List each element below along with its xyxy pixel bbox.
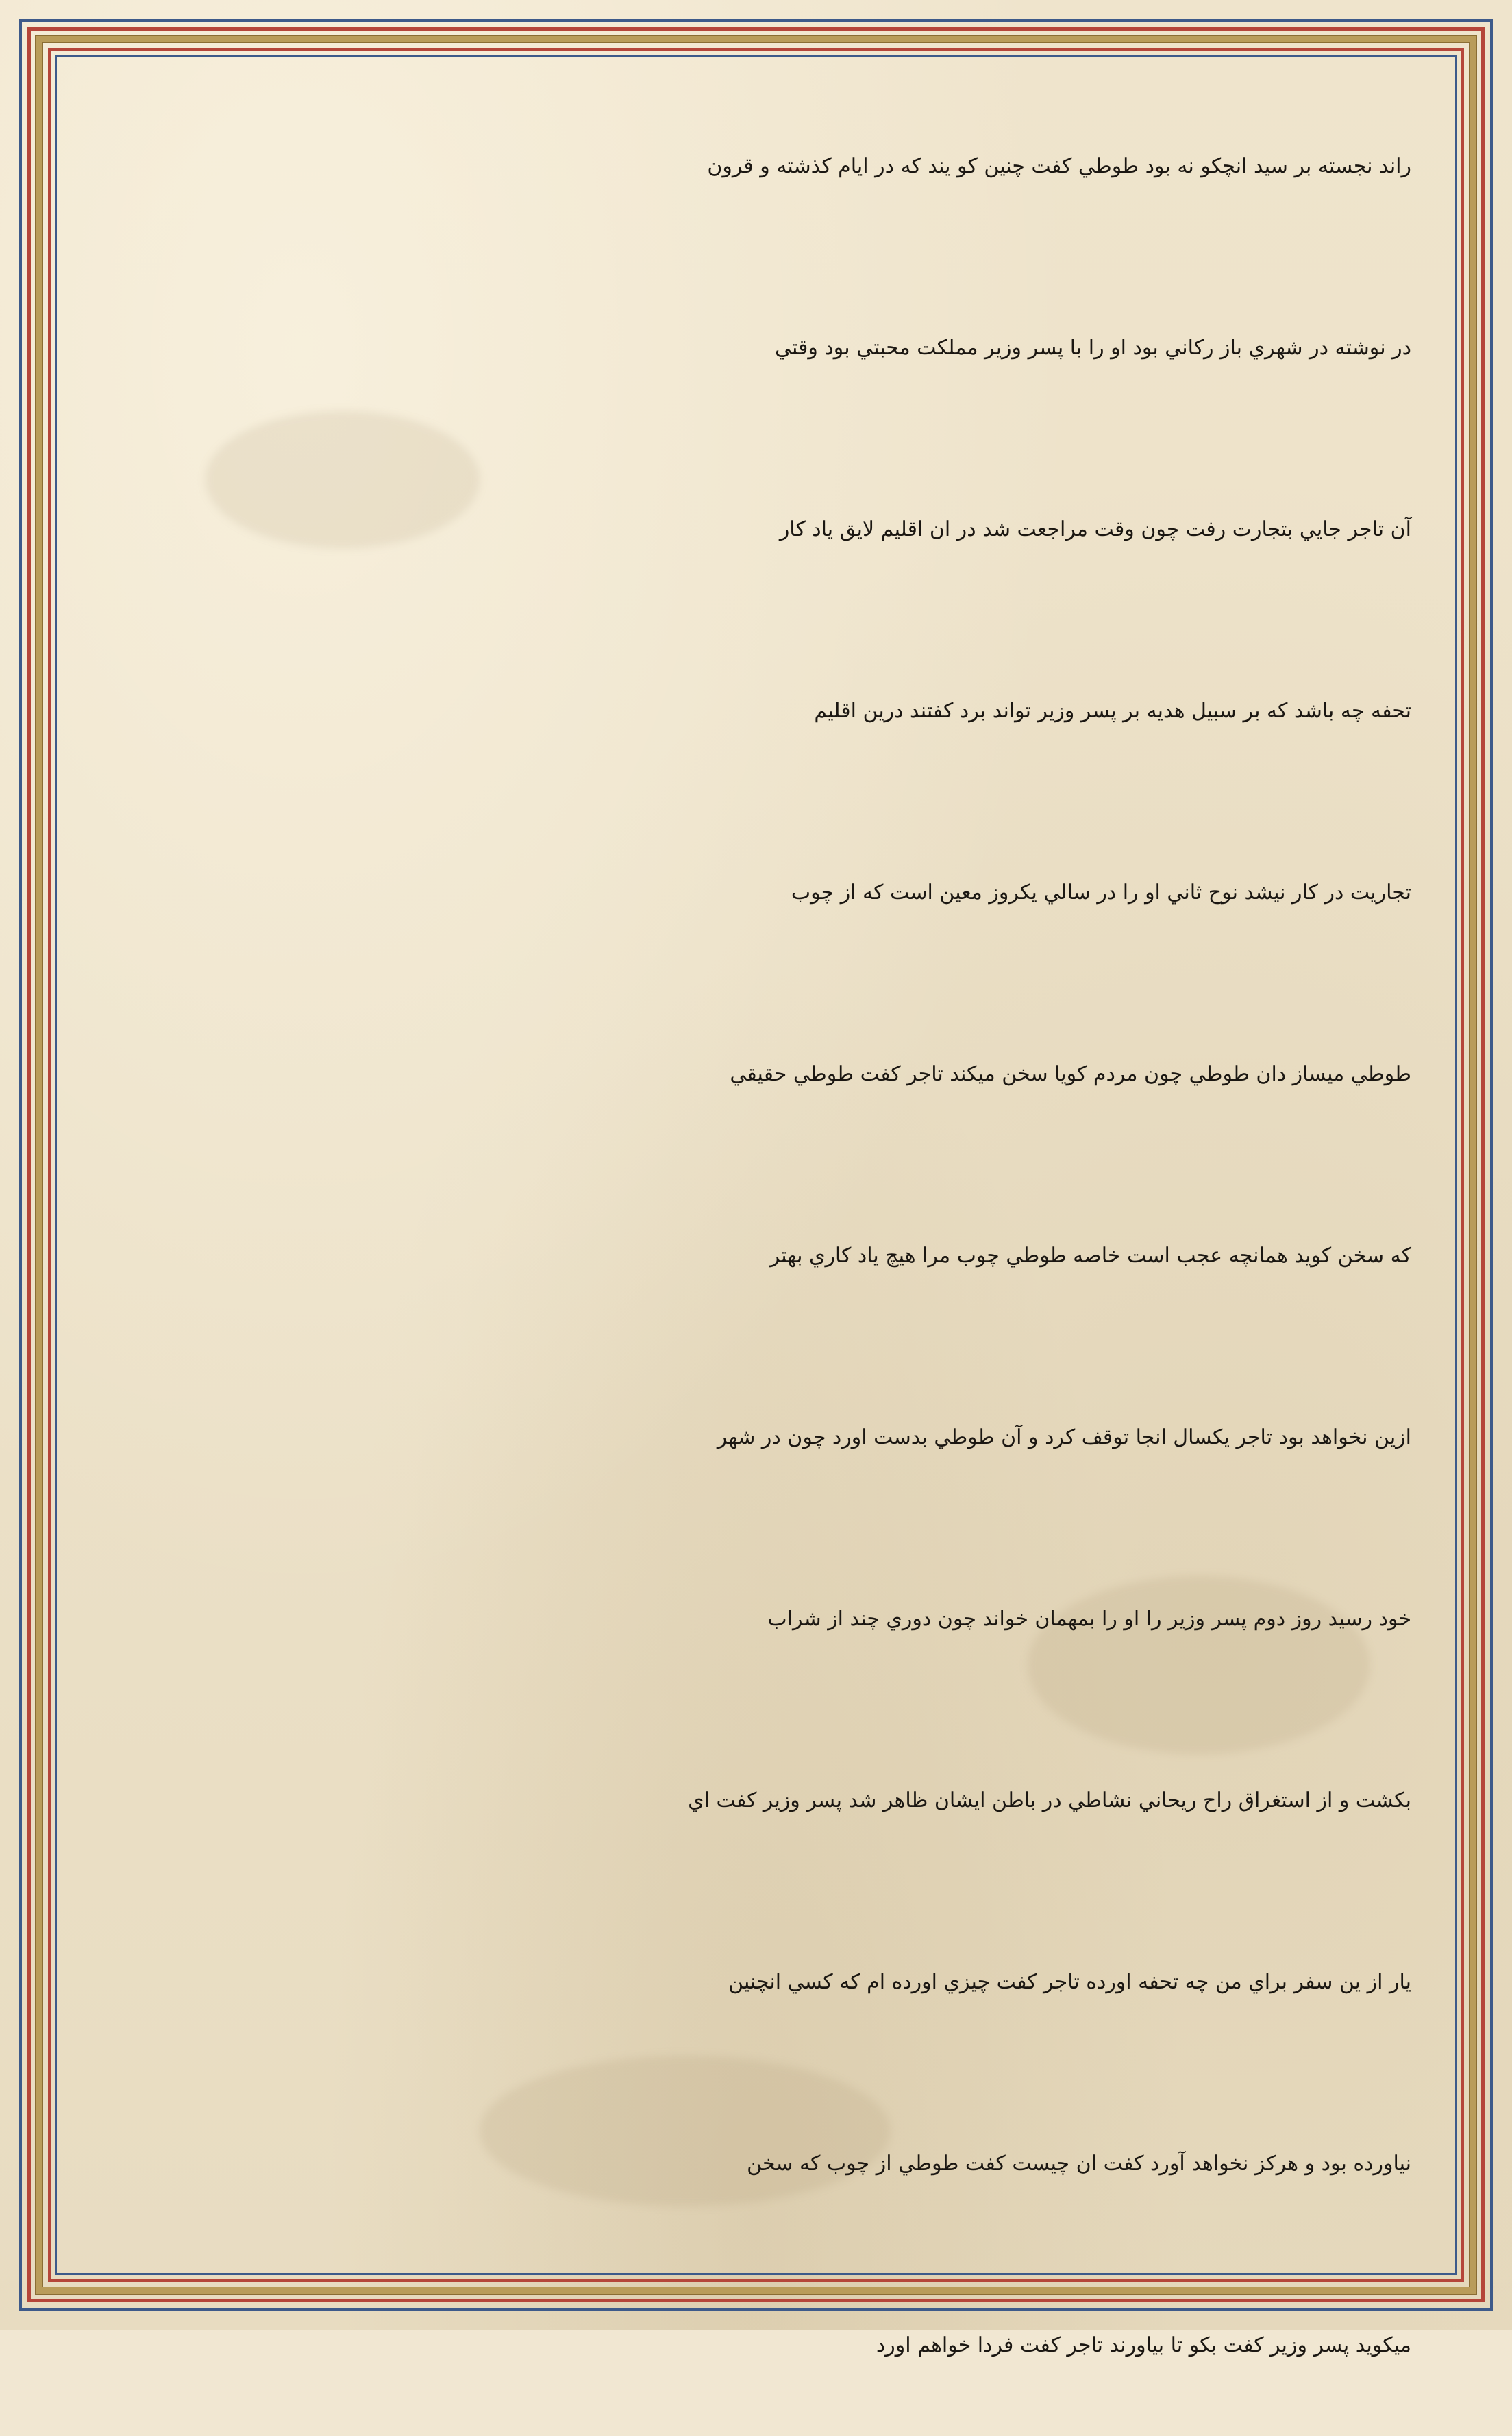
text-line: تحفه چه باشد که بر سبیل هدیه بر پسر وزیر تواند برد کفتند درین اقلیم bbox=[814, 698, 1411, 723]
text-line: راند نجسته بر سید انچکو نه بود طوطي کفت چنین کو یند که در ایام کذشته و قرون bbox=[707, 153, 1411, 178]
text-line: میکوید پسر وزیر کفت بکو تا بیاورند تاجر کفت فردا خواهم اورد bbox=[876, 2333, 1411, 2357]
text-line: تجاریت در کار نیشد نوح ثاني او را در سالي یکروز معین است که از چوب bbox=[791, 880, 1411, 905]
text-line: که سخن کوید همانچه عجب است خاصه طوطي چوب مرا هیچ یاد کاري بهتر bbox=[769, 1243, 1411, 1268]
manuscript-text-block bbox=[82, 75, 1425, 2357]
text-line: طوطي میساز دان طوطي چون مردم کویا سخن میکند تاجر کفت طوطي حقیقي bbox=[730, 1061, 1411, 1086]
text-line: آن تاجر جایي بتجارت رفت چون وقت مراجعت شد در ان اقلیم لایق یاد کار bbox=[779, 517, 1411, 541]
text-line: خود رسید روز دوم پسر وزیر را او را بمهمان خواند چون دوري چند از شراب bbox=[767, 1606, 1411, 1631]
text-line: در نوشته در شهري باز رکاني بود او را با پسر وزیر مملکت محبتي بود وقتي bbox=[775, 335, 1411, 360]
text-line: یار از ین سفر براي من چه تحفه اورده تاجر کفت چیزي اورده ام که کسي انچنین bbox=[728, 1969, 1411, 1994]
text-line: نیاورده بود و هرکز نخواهد آورد کفت ان چیست کفت طوطي از چوب که سخن bbox=[747, 2151, 1411, 2176]
text-line: بکشت و از استغراق راح ریحاني نشاطي در باطن ایشان ظاهر شد پسر وزیر کفت اي bbox=[688, 1788, 1411, 1812]
text-line: ازین نخواهد بود تاجر یکسال انجا توقف کرد و آن طوطي بدست اورد چون در شهر bbox=[717, 1425, 1411, 1449]
